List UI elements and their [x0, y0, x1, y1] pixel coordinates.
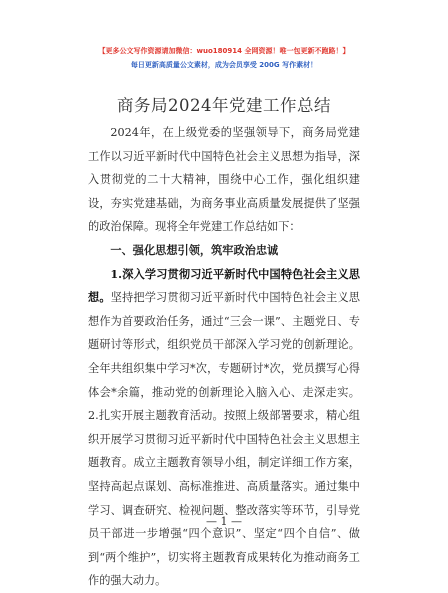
subsection-lead: 1.深入学习贯彻习近平新时代中国特色社会主义思想。: [88, 266, 360, 305]
promo-line-2: 每日更新高质量公文素材，成为会员享受 200G 写作素材！: [130, 61, 318, 69]
section-heading-1: 一、强化思想引领，筑牢政治忠诚: [110, 243, 279, 257]
page-number: — 1 —: [206, 515, 242, 528]
promo-line-1: 【更多公文写作资源请加微信：wuo180914 全网资源！唯一包更新不跑路！】: [98, 47, 350, 55]
subsection-body: 坚持把学习贯彻习近平新时代中国特色社会主义思想作为首要政治任务，通过“三会一课”、主题党日、专题研讨等形式，组织党员干部深入学习党的创新理论。全年共组织集中学习*次，专题研讨*次，党员撰写心得体会*余篇，推动党的创新理论入脑入心、走深走实。2.扎实开展主题教育活动。按照上级部署要求，精心组织开展学习贯彻习近平新时代中国特色社会主义思想主题教育。成立主题教育领导小组，制定详细工作方案，坚持高起点谋划、高标准推进、高质量落实。通过集中学习、调查研究、检视问题、整改落实等环节，引导党员干部进一步增强“四个意识”、坚定“四个自信”、做到“两个维护”，切实将主题教育成果转化为推动商务工作的强大动力。: [88, 291, 360, 588]
subsection-paragraph-1: [88, 263, 360, 593]
document-title: 商务局2024年党建工作总结: [117, 96, 331, 115]
intro-paragraph: 2024年，在上级党委的坚强领导下，商务局党建工作以习近平新时代中国特色社会主义思想为指导，深入贯彻党的二十大精神，围绕中心工作，强化组织建设，夯实党建基础，为商务事业高质量发展提供了坚强的政治保障。现将全年党建工作总结如下：: [88, 126, 360, 234]
promo-banner: [0, 44, 448, 72]
